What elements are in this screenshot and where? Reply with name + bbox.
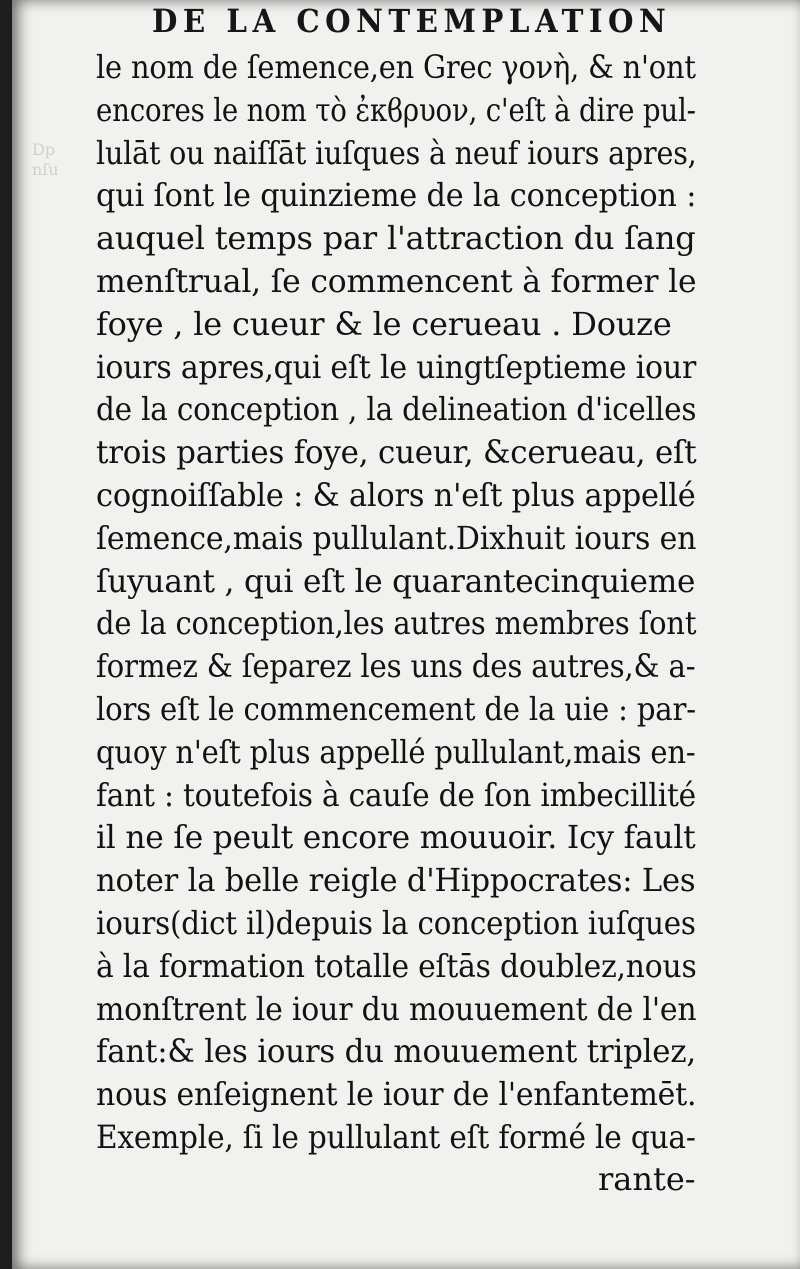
text-line: il ne ſe peult encore mouuoir. Icy fault [96, 818, 696, 857]
text-line: auquel temps par l'attraction du ſang [96, 219, 696, 258]
text-line: encores le nom τὸ ἐκϐρυον, c'eſt à dire pul- [96, 90, 696, 129]
text-line: le nom de ſemence,en Grec γονὴ, & n'ont [96, 48, 696, 86]
running-header: DE LA CONTEMPLATION [152, 2, 672, 40]
catchword: rante- [598, 1160, 696, 1198]
book-page [12, 0, 800, 1269]
text-line: noter la belle reigle d'Hippocrates: Les [96, 861, 696, 900]
text-line: de la conception , la delineation d'icelles [96, 390, 697, 429]
text-line: ſemence,mais pullulant.Dixhuit iours en [96, 518, 697, 557]
main-text-block [96, 46, 696, 1159]
text-line: fant : toutefois à cauſe de ſon imbecillité [96, 775, 696, 814]
text-line: trois parties foye, cueur, &cerueau, eſt [96, 433, 697, 472]
text-line: cognoiſſable : & alors n'eſt plus appellé [96, 475, 696, 514]
text-line: monſtrent le iour du mouuement de l'en [96, 989, 697, 1028]
text-line: de la conception,les autres membres ſont [96, 604, 697, 643]
text-line: lulāt ou naiſſāt iuſques à neuf iours apres, [96, 133, 697, 172]
text-line: quoy n'eſt plus appellé pullulant,mais en- [96, 732, 696, 771]
text-line: à la formation totalle eſtās doublez,nous [96, 946, 697, 985]
text-line: iours apres,qui eſt le uingtſeptieme iour [96, 347, 697, 386]
text-line: menſtrual, ſe commencent à former le [96, 261, 697, 300]
text-line: fant:& les iours du mouuement triplez, [96, 1032, 696, 1071]
show-through-text: Dp nſu [32, 140, 59, 179]
text-line: formez & ſeparez les uns des autres,& a- [96, 647, 696, 686]
text-line: nous enſeignent le iour de l'enfantemēt. [96, 1075, 697, 1114]
text-line: lors eſt le commencement de la uie : par- [96, 689, 696, 728]
text-line: qui ſont le quinzieme de la conception : [96, 176, 697, 215]
text-line: Exemple, ſi le pullulant eſt formé le qua- [96, 1117, 696, 1156]
text-line: foye , le cueur & le cerueau . Douze [96, 304, 672, 343]
text-line: ſuyuant , qui eſt le quarantecinquieme [96, 561, 696, 600]
text-line: iours(dict il)depuis la conception iuſques [96, 903, 696, 942]
